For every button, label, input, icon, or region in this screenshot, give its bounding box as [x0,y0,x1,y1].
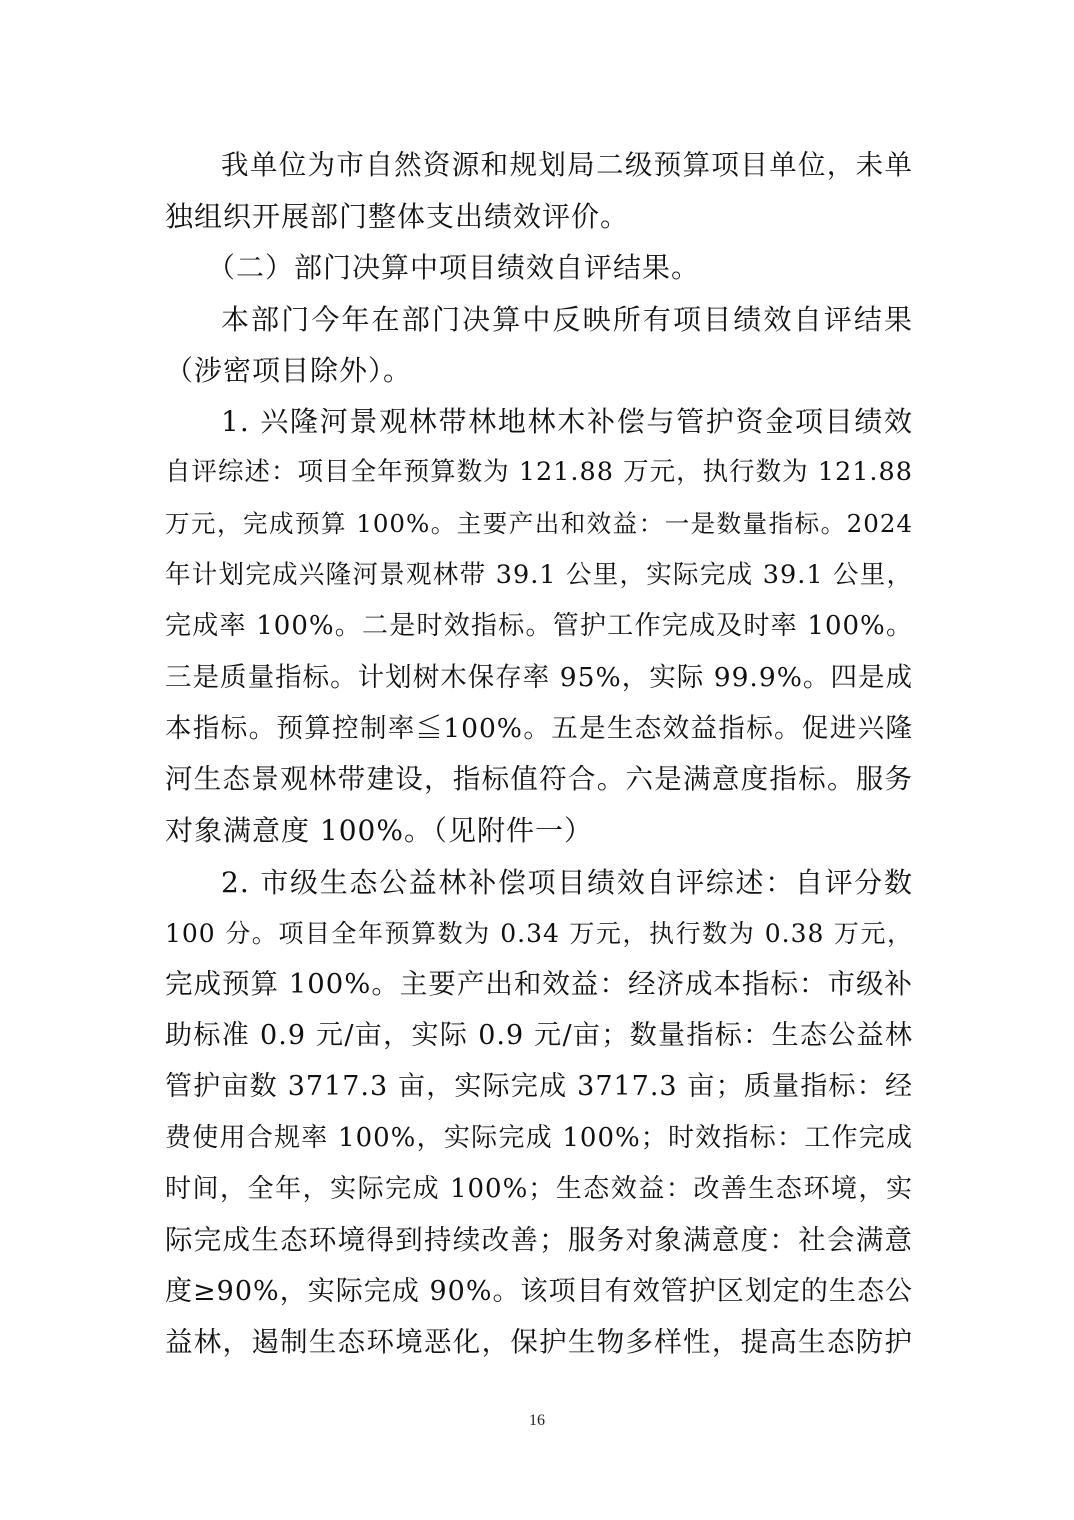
text-line: 管护亩数 3717.3 亩，实际完成 3717.3 亩；质量指标：经 [165,1071,913,1103]
text-line: 三是质量指标。计划树木保存率 95%，实际 99.9%。四是成 [165,661,913,693]
text-line: 完成预算 100%。主要产出和效益：经济成本指标：市级补 [165,968,913,1000]
text-line: 益林，遏制生态环境恶化，保护生物多样性，提高生态防护 [165,1326,913,1359]
text-line: 河生态景观林带建设，指标值符合。六是满意度指标。服务 [165,763,913,796]
text-line: 2. 市级生态公益林补偿项目绩效自评综述：自评分数 [221,865,913,899]
document-page [165,140,913,1369]
text-line: 际完成生态环境得到持续改善；服务对象满意度：社会满意 [165,1223,913,1256]
text-line: 1. 兴隆河景观林带林地林木补偿与管护资金项目绩效 [221,404,913,438]
text-line: 本指标。预算控制率≦100%。五是生态效益指标。促进兴隆 [165,713,913,745]
text-line: 独组织开展部门整体支出绩效评价。 [165,200,630,234]
text-line: 本部门今年在部门决算中反映所有项目绩效自评结果 [221,302,913,336]
section-heading [165,242,913,293]
text-line: 万元，完成预算 100%。主要产出和效益：一是数量指标。2024 [165,509,913,539]
text-line: 度≥90%，实际完成 90%。该项目有效管护区划定的生态公 [165,1276,913,1308]
text-line: 助标准 0.9 元/亩，实际 0.9 元/亩；数量指标：生态公益林 [165,1020,913,1052]
page-number: 16 [529,1412,545,1429]
paragraph-project-1 [165,396,913,857]
text-line: 自评综述：项目全年预算数为 121.88 万元，执行数为 121.88 [165,457,913,488]
text-line: 年计划完成兴隆河景观林带 39.1 公里，实际完成 39.1 公里， [165,559,913,590]
text-line: 对象满意度 100%。（见附件一） [165,814,593,848]
text-line: （二）部门决算中项目绩效自评结果。 [207,251,701,285]
text-line: 费使用合规率 100%，实际完成 100%；时效指标：工作完成 [165,1122,913,1153]
text-line: 时间，全年，实际完成 100%；生态效益：改善生态环境，实 [165,1173,913,1204]
paragraph-summary [165,294,913,396]
paragraph-intro [165,140,913,242]
text-line: 完成率 100%。二是时效指标。管护工作完成及时率 100%。 [165,610,913,641]
text-line: 我单位为市自然资源和规划局二级预算项目单位，未单 [221,149,913,181]
text-line: （涉密项目除外）。 [165,353,413,387]
paragraph-project-2 [165,857,913,1369]
text-line: 100 分。项目全年预算数为 0.34 万元，执行数为 0.38 万元， [165,918,913,948]
